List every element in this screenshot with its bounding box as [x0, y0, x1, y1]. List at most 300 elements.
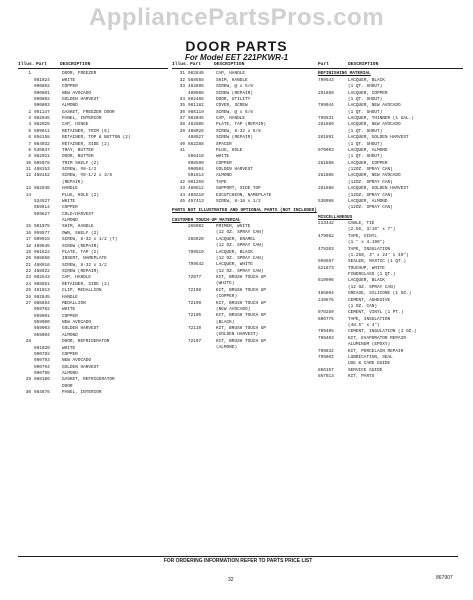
part-number: 959702 — [34, 307, 50, 313]
illus-number: 8 — [28, 147, 31, 153]
part-number: 799405 — [318, 329, 334, 335]
part-description: TRAY, BUTTER — [62, 147, 94, 153]
part-number: 488922 — [34, 269, 50, 275]
part-description: (COPPER) — [216, 294, 238, 300]
part-description: ESCUTCHEON, NAMEPLATE — [216, 192, 272, 198]
part-description: ALMOND — [216, 173, 232, 179]
part-number: 959577 — [34, 230, 50, 236]
part-number: 982021 — [34, 154, 50, 160]
part-description: WHITE — [62, 307, 76, 313]
part-description: LACQUER, WHITE — [216, 262, 253, 268]
part-number: 479203 — [318, 246, 334, 252]
part-number: 534527 — [34, 198, 50, 204]
part-description: (BLACK) — [216, 319, 235, 325]
part-description: GREASE, SILICONE (1 OZ.) — [348, 291, 412, 297]
part-description: (ALMOND) — [216, 345, 238, 351]
illus-number: 26 — [25, 294, 31, 300]
part-number: 606775 — [318, 316, 334, 322]
illus-number: 28 — [25, 339, 31, 345]
header-desc: DESCRIPTION — [214, 62, 245, 67]
illus-number: 42 — [179, 179, 185, 185]
part-description: RETAINER, TOP & BUTTON (2) — [62, 135, 131, 141]
part-description: PLUG, HOLE — [216, 147, 243, 153]
part-description: (1 QT. SHOUT) — [348, 154, 383, 160]
part-number: 457413 — [188, 198, 204, 204]
part-number: 991147 — [34, 109, 50, 115]
part-number: 982845 — [34, 294, 50, 300]
table-row — [318, 374, 463, 380]
parts-column-2 — [172, 62, 322, 352]
part-description: SCREW, #8-1/2 x 3/8 — [62, 173, 113, 179]
part-description: LACQUER, NEW AVOCADO — [348, 173, 401, 179]
part-description: SCREW, #8-1/2 — [62, 167, 97, 173]
part-number: 961622 — [34, 249, 50, 255]
part-description: COVER, SCREW — [216, 103, 248, 109]
part-number: 566418 — [188, 154, 204, 160]
part-description: USE & CARE GUIDE — [348, 361, 391, 367]
part-description: NEW AVOCADO — [62, 320, 91, 326]
part-description: COPPER — [62, 205, 78, 211]
part-description: LACQUER, GOLDEN HARVEST — [348, 135, 409, 141]
part-number: 509915 — [34, 237, 50, 243]
part-description: ALUMINUM (EPOXY) — [348, 342, 391, 348]
part-description: KIT, BRUSH TOUCH UP — [216, 338, 267, 344]
part-description: (NEW AVOCADO) — [216, 306, 251, 312]
part-description: DOOR, UTILITY — [216, 96, 251, 102]
illus-number: 12 — [25, 173, 31, 179]
illus-number: 41 — [179, 147, 185, 153]
part-number: 72107 — [188, 338, 202, 344]
part-description: (12 OZ. SPRAY CAN) — [216, 243, 264, 249]
page-title: DOOR PARTS — [185, 38, 288, 54]
part-description: CEMENT, INSULATION (1 OZ.) — [348, 329, 417, 335]
part-number: 488152 — [34, 173, 50, 179]
part-description: RETAINER, SIDE (2) — [62, 141, 110, 147]
part-number: 489612 — [188, 186, 204, 192]
parts-list — [172, 224, 322, 352]
part-description: SCREW, 8-32 x 5/8 — [216, 128, 261, 134]
part-description: PLUG, HOLE (2) — [62, 192, 99, 198]
part-description: GASKET, REFRIGERATOR — [62, 377, 115, 383]
part-description: (12OZ. SPRAY CAN) — [348, 167, 393, 173]
table-row — [172, 345, 322, 351]
header-illus: Illus. — [172, 62, 189, 67]
part-description: RETAINER, TRIM (6) — [62, 128, 110, 134]
page-subtitle: For Model EET 221PKWR-1 — [184, 53, 289, 62]
parts-column-1 — [18, 62, 168, 397]
column-header — [318, 62, 463, 69]
part-description: WHITE — [216, 154, 230, 160]
part-description: OWN, SHELF (2) — [62, 230, 99, 236]
part-number: 990802 — [34, 96, 50, 102]
illus-number: 15 — [25, 224, 31, 230]
part-description: RETAINER, SIDE (2) — [62, 281, 110, 287]
part-number: 990793 — [34, 358, 50, 364]
part-number — [188, 345, 216, 351]
column-header — [172, 62, 322, 69]
illus-number: 33 — [179, 84, 185, 90]
illus-number: 25 — [25, 288, 31, 294]
part-description: LACQUER, NEW AVOCADO — [348, 122, 401, 128]
part-description: FIBERGLASS (1 QT.) — [348, 272, 396, 278]
part-number: 982466 — [188, 96, 204, 102]
part-description: GOLDEN HARVEST — [62, 96, 99, 102]
part-description: (2.55, 3/16" x 7") — [348, 227, 396, 233]
part-description: CAP, HINGE — [62, 122, 89, 128]
part-description: NEW AVOCADO — [62, 90, 91, 96]
part-description: LUBRICATION, SEAL — [348, 354, 393, 360]
illus-number — [172, 345, 188, 351]
part-number: 481013 — [34, 288, 50, 294]
part-number: 72105 — [188, 313, 202, 319]
part-number: 981075 — [34, 224, 50, 230]
part-description: SERVICE GUIDE — [348, 367, 383, 373]
part-description: WHITE — [62, 198, 76, 204]
part-description: (1 OZ. CAN) — [348, 303, 377, 309]
part-description: CLIP, MEDALLION — [62, 288, 102, 294]
part-description: SCREW (REPAIR) — [62, 243, 99, 249]
part-number: 862288 — [188, 141, 204, 147]
part-number: 598587 — [318, 259, 334, 265]
part-description: LACQUER, COPPER — [348, 160, 388, 166]
illus-number: 27 — [25, 300, 31, 306]
part-description: (12 OZ. SPRAY CAN) — [216, 230, 264, 236]
part-number: 991259 — [188, 179, 204, 185]
part-description: (48.5" x 4") — [348, 323, 380, 329]
part-number: 799543 — [318, 77, 334, 83]
illus-number: 16 — [25, 230, 31, 236]
part-number: 990794 — [34, 364, 50, 370]
header-illus: Illus. — [18, 62, 35, 67]
part-description: TAPE, INSULATION — [348, 246, 391, 252]
part-number: 261888 — [318, 186, 334, 192]
part-number: 988119 — [188, 109, 204, 115]
part-description: TAPE — [216, 179, 227, 185]
part-number: 799531 — [318, 116, 334, 122]
illus-number: 36 — [179, 109, 185, 115]
illus-number: 43 — [179, 186, 185, 192]
part-description: (1 QT. SHOUT) — [348, 128, 383, 134]
part-number: 72077 — [188, 275, 202, 281]
illus-number: 6 — [28, 135, 31, 141]
part-number: 998590 — [188, 160, 204, 166]
part-number: 509911 — [34, 128, 50, 134]
part-number: 982025 — [34, 122, 50, 128]
footer-note: FOR ORDERING INFORMATION REFER TO PARTS PRICE LIST — [18, 556, 458, 564]
part-description: GOLDEN HARVEST — [216, 167, 253, 173]
part-description: KIT, BRUSH TOUCH UP — [216, 300, 267, 306]
part-number: 981182 — [188, 103, 204, 109]
part-number: 981024 — [34, 77, 50, 83]
part-description: LACQUER, BLACK — [216, 249, 253, 255]
watermark: AppliancePartsPros.com — [88, 4, 385, 31]
part-description: ALMOND — [62, 218, 78, 224]
part-number: 981020 — [34, 345, 50, 351]
parts-column-3 — [318, 62, 463, 380]
part-description: CEMENT, VINYL (1 PT.) — [348, 310, 404, 316]
part-number: 959900 — [34, 320, 50, 326]
part-description: SCREW (REPAIR) — [216, 135, 253, 141]
part-description: KIT, BRUSH TOUCH UP — [216, 326, 267, 332]
illus-number: 37 — [179, 116, 185, 122]
part-description: TAPE, VINYL — [348, 233, 377, 239]
part-number: 591614 — [188, 173, 204, 179]
part-description: CAP, HANDLE — [62, 275, 91, 281]
part-description: (12 OZ. SPRAY CAN) — [348, 284, 396, 290]
header-part: Part — [36, 62, 48, 67]
illus-number: 40 — [179, 141, 185, 147]
parts-list — [18, 71, 168, 396]
part-description: LACQUER, ALMOND — [348, 198, 388, 204]
part-description: (1 " x 4.190") — [348, 240, 385, 246]
part-description: DOOR, FREEZER — [62, 71, 97, 77]
part-number: 505078 — [34, 160, 50, 166]
illus-number: 14 — [25, 192, 31, 198]
illus-number: 30 — [25, 390, 31, 396]
part-description: (1 QT. SHOUT) — [348, 109, 383, 115]
part-description: TRIM SHELF (2) — [62, 160, 99, 166]
part-description: SHIM, HANDLE — [216, 77, 248, 83]
table-row — [172, 199, 322, 205]
part-number: 521873 — [318, 265, 334, 271]
part-number: 72109 — [188, 300, 202, 306]
illus-number: 34 — [179, 96, 185, 102]
part-number: 213442 — [318, 221, 334, 227]
illus-number: 2 — [28, 109, 31, 115]
part-number: 485604 — [318, 291, 334, 297]
part-number: 261886 — [318, 160, 334, 166]
part-number: 72110 — [188, 326, 202, 332]
header-desc: DESCRIPTION — [348, 62, 379, 67]
part-description: SCREW (REPAIR) — [62, 269, 99, 275]
part-number: 72108 — [188, 287, 202, 293]
header-part: Part — [190, 62, 202, 67]
part-number: 482695 — [188, 84, 204, 90]
part-description: (12 OZ. SPRAY CAN) — [216, 255, 264, 261]
page-number: 32 — [228, 577, 234, 583]
part-number: 979093 — [318, 147, 334, 153]
part-number: 799832 — [318, 348, 334, 354]
illus-number: 4 — [28, 122, 31, 128]
illus-number: 24 — [25, 281, 31, 287]
part-description: CEMENT, ADHESIVE — [348, 297, 391, 303]
part-description: HANDLE — [62, 294, 78, 300]
illus-number: 35 — [179, 103, 185, 109]
part-number: 982946 — [34, 186, 50, 192]
part-number: 990802 — [34, 84, 50, 90]
illus-number: 9 — [28, 154, 31, 160]
part-number: 799403 — [318, 335, 334, 341]
part-description: SCREW, 8-18 x 1/2 — [216, 198, 261, 204]
illus-number: 29 — [25, 377, 31, 383]
part-number: 978289 — [318, 310, 334, 316]
part-number: 265920 — [188, 236, 204, 242]
part-description: PANEL, INTERIOR — [62, 390, 102, 396]
part-description: SCREW, 8-32 x 1/2 (7) — [62, 237, 118, 243]
part-number: 488927 — [188, 135, 204, 141]
part-number: 799944 — [318, 103, 334, 109]
part-description: (12OZ. SPRAY CAN) — [348, 192, 393, 198]
part-number: 519996 — [318, 278, 334, 284]
illus-number: 20 — [25, 256, 31, 262]
part-number: 261889 — [318, 90, 334, 96]
part-description: ALMOND — [62, 371, 78, 377]
illus-number: 22 — [25, 269, 31, 275]
part-description: COPPER — [216, 160, 232, 166]
part-number: 462505 — [188, 122, 204, 128]
part-description: SCREW, @ x 5/8 — [216, 84, 253, 90]
document-code: 867907 — [436, 575, 453, 581]
part-number: 799542 — [188, 262, 204, 268]
header-part: Part — [318, 62, 330, 67]
section-heading: REFINISHING MATERIAL — [318, 71, 371, 77]
illus-number: 44 — [179, 192, 185, 198]
part-number: 249676 — [318, 297, 334, 303]
illus-number: 38 — [179, 122, 185, 128]
section-heading: MISCELLANEOUS — [318, 214, 353, 220]
illus-number: 11 — [25, 167, 31, 173]
part-number: 530998 — [318, 198, 334, 204]
part-number: 488926 — [188, 128, 204, 134]
part-number: 479662 — [318, 233, 334, 239]
part-number: 988854 — [34, 300, 50, 306]
part-number: 959614 — [34, 205, 50, 211]
table-row — [18, 390, 168, 396]
part-description: MEDALLION — [62, 300, 86, 306]
illus-number: 23 — [25, 275, 31, 281]
part-description: (12OZ. SPRAY CAN) — [348, 205, 393, 211]
part-number: 990504 — [188, 167, 204, 173]
part-description: TOUCHUP, WHITE — [348, 265, 385, 271]
part-description: ALMOND — [62, 332, 78, 338]
part-description: WHITE — [62, 345, 76, 351]
part-description: LACQUER, GOLDEN HARVEST — [348, 186, 409, 192]
part-number: 990801 — [34, 90, 50, 96]
part-description: KIT, EVAPORATOR REPAIR — [348, 335, 406, 341]
part-description: KIT, BRUSH TOUCH UP — [216, 287, 267, 293]
part-number: 982846 — [188, 71, 204, 77]
part-description: HANDLE — [62, 186, 78, 192]
illus-number: 45 — [179, 198, 185, 204]
parts-list — [172, 71, 322, 205]
part-description: (12OZ. SPRAY CAN) — [348, 179, 393, 185]
part-number: 856158 — [34, 135, 50, 141]
part-number: 261889 — [318, 122, 334, 128]
section-note: PARTS NOT ILLUSTRATED AND OPTIONAL PARTS (NOT INCLUDED) — [172, 208, 317, 214]
illus-number: 1 — [28, 71, 31, 77]
part-number: 988106 — [34, 377, 50, 383]
illus-number: 5 — [28, 128, 31, 134]
part-description: KIT, BRUSH TOUCH UP — [216, 313, 267, 319]
column-header — [18, 62, 168, 69]
part-description: SEALER, MASTIC (1 QT.) — [348, 259, 406, 265]
part-number: 488916 — [34, 262, 50, 268]
part-description: (1 QT. SHOUT) — [348, 84, 383, 90]
part-description: SHIM, HANDLE — [62, 224, 94, 230]
part-number: 982045 — [188, 116, 204, 122]
illus-number: 18 — [25, 243, 31, 249]
illus-number: 32 — [179, 77, 185, 83]
part-description: GASKET, FREEZER DOOR — [62, 109, 115, 115]
part-description: SCREW, @ x 5/8 — [216, 109, 253, 115]
part-number: 489508 — [188, 90, 204, 96]
part-description: COPPER — [62, 351, 78, 357]
header-desc: DESCRIPTION — [60, 62, 91, 67]
part-description: KIT, PORCELAIN REPAIR — [348, 348, 404, 354]
part-number: 982543 — [34, 275, 50, 281]
part-description: DOOR, BUTTER — [62, 154, 94, 160]
part-number: 959904 — [34, 332, 50, 338]
parts-list — [318, 221, 463, 380]
part-description: LACQUER, ALMOND — [348, 147, 388, 153]
part-description: NEW AVOCADO — [62, 358, 91, 364]
part-description: DOOR — [62, 383, 73, 389]
part-description: KIT, PARTS — [348, 374, 375, 380]
illus-number: 21 — [25, 262, 31, 268]
part-description: INSERT, NAMEPLATE — [62, 256, 107, 262]
illus-number: 17 — [25, 237, 31, 243]
part-description: GOLDEN HARVEST — [62, 326, 99, 332]
illus-number: 7 — [28, 141, 31, 147]
part-number: 799602 — [318, 354, 334, 360]
part-number: 990803 — [34, 103, 50, 109]
table-row — [318, 205, 463, 211]
part-description: SPACER — [216, 141, 232, 147]
part-number: 959627 — [34, 211, 50, 217]
part-description: (REPAIR) — [62, 179, 84, 185]
part-description: COPPER — [62, 84, 78, 90]
part-description: PRIMER, WHITE — [216, 224, 251, 230]
part-description: LACQUER, THINNER (1 GAL.) — [348, 116, 414, 122]
illus-number: 19 — [25, 249, 31, 255]
part-number: 866157 — [318, 367, 334, 373]
part-description: (12 OZ. SPRAY CAN) — [216, 268, 264, 274]
part-number: 261885 — [318, 173, 334, 179]
illus-number: 10 — [25, 160, 31, 166]
part-number: 990795 — [34, 371, 50, 377]
part-description: SCREW (REPAIR) — [216, 90, 253, 96]
part-number: 990792 — [34, 351, 50, 357]
part-description: ALMOND — [62, 103, 78, 109]
part-description: CABLE, TIE — [348, 221, 375, 227]
part-description: CAP, HANDLE — [216, 116, 245, 122]
part-number: 799519 — [188, 249, 204, 255]
parts-list — [318, 78, 463, 212]
illus-number: 31 — [179, 71, 185, 77]
part-number: 489645 — [34, 243, 50, 249]
part-description: PANEL, INTERIOR — [62, 116, 102, 122]
part-number: 959901 — [34, 313, 50, 319]
part-description: LACQUER, NEW AVOCADO — [348, 103, 401, 109]
part-number — [318, 205, 348, 211]
part-description: CAP, HANDLE — [216, 71, 245, 77]
part-description: GOLDEN HARVEST — [62, 364, 99, 370]
part-number: 568558 — [188, 77, 204, 83]
part-number: 489210 — [188, 192, 204, 198]
part-number: 984876 — [34, 390, 50, 396]
part-description: SCREW, 8-32 x 1/2 — [62, 262, 107, 268]
part-description: PLATE, TAP (2) — [62, 249, 99, 255]
illus-number: 13 — [25, 186, 31, 192]
part-number: 984032 — [34, 141, 50, 147]
part-description: PLATE, TAP (REPAIR) — [216, 122, 267, 128]
part-description: LACQUER, BLACK — [348, 77, 385, 83]
part-description: WHITE — [62, 77, 76, 83]
part-description: SUPPORT, SIDE TOP — [216, 186, 261, 192]
illus-number: 39 — [179, 128, 185, 134]
part-number: 536047 — [34, 147, 50, 153]
part-description: (1 QT. SHOUT) — [348, 141, 383, 147]
